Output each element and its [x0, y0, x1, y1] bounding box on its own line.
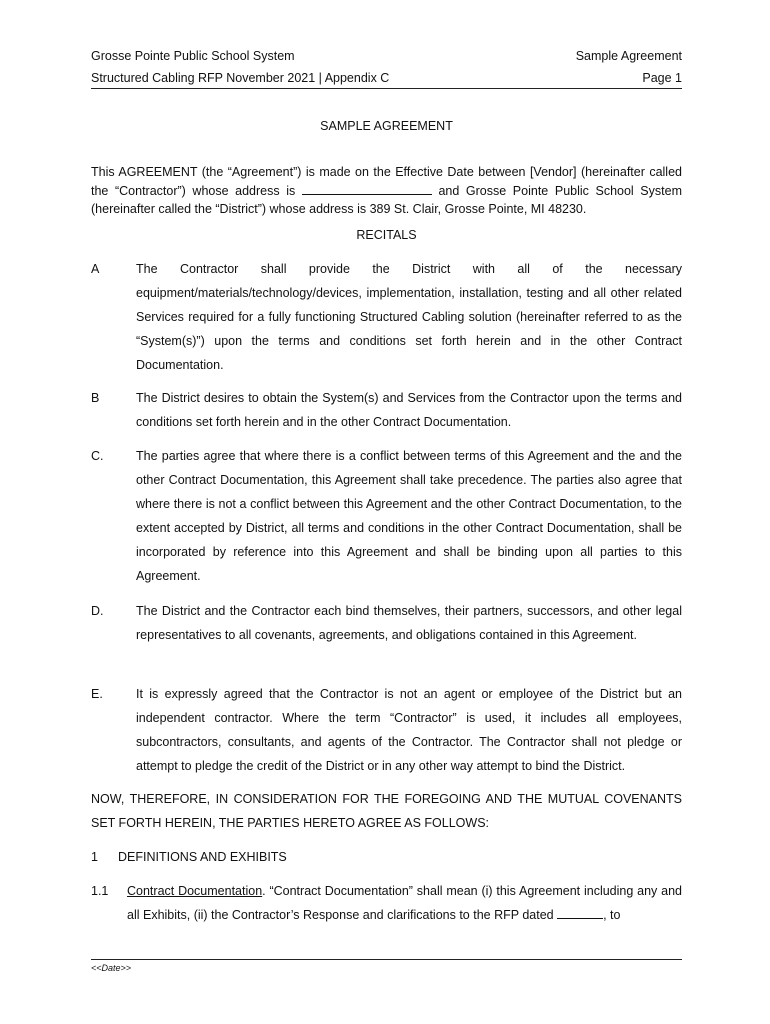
intro-text-part-1: This AGREEMENT (the “Agreement”) is made on the Effective Date between [Vendor] (hereinafter called the “Contractor”) whose address is [91, 165, 682, 198]
header-rfp-line: Structured Cabling RFP November 2021 | Appendix C [91, 71, 390, 85]
header-page-number: Page 1 [642, 71, 682, 85]
clause-defined-term: Contract Documentation [127, 884, 263, 898]
contractor-address-blank [302, 183, 432, 195]
clause-body: . “Contract Documentation” shall mean (i) this Agreement including any and all Exhibits, (ii) the Contractor’s Response and clarifications to the RFP dated [127, 884, 682, 922]
page-header-row-1 [91, 49, 682, 63]
intro-text-part-2: and Grosse Pointe Public School System (hereinafter called the “District”) whose address is 389 St. Clair, Grosse Pointe, MI 48230. [91, 183, 682, 216]
recital-text: The Contractor shall provide the District with all of the necessary equipment/materials/technology/devices, implementation, installation, testing and all other related Services required for a fully functioning Structured Cabling solution (hereinafter referred to as the “System(s)”) upon the terms and conditions set forth herein and in the other Contract Documentation. [136, 262, 682, 372]
recital-text: It is expressly agreed that the Contractor is not an agent or employee of the District but an independent contractor. Where the term “Contractor” is used, it includes all employees, subcontractors, consultants, and agents of the Contractor. The Contractor shall not pledge or attempt to pledge the credit of the District or in any other way attempt to bind the District. [136, 687, 682, 773]
recital-label: C. [91, 449, 104, 463]
recital-d [91, 599, 682, 647]
recital-a [91, 257, 682, 377]
recital-c [91, 444, 682, 588]
footer-date-placeholder: <<Date>> [91, 963, 132, 973]
recital-label: E. [91, 687, 103, 701]
rfp-date-blank [557, 907, 603, 919]
section-1-heading [91, 850, 287, 864]
recital-e [91, 682, 682, 778]
footer-divider [91, 959, 682, 960]
intro-paragraph [91, 163, 682, 219]
header-organization: Grosse Pointe Public School System [91, 49, 295, 63]
section-title: DEFINITIONS AND EXHIBITS [118, 850, 287, 864]
now-therefore-paragraph: NOW, THEREFORE, IN CONSIDERATION FOR THE FOREGOING AND THE MUTUAL COVENANTS SET FORTH HEREIN, THE PARTIES HERETO AGREE AS FOLLOWS: [91, 792, 682, 830]
recital-text: The parties agree that where there is a conflict between terms of this Agreement and the and the other Contract Documentation, this Agreement shall take precedence. The parties also agree that where there is not a conflict between this Agreement and the other Contract Documentation, to the extent accepted by District, all terms and conditions in the other Contract Documentation, shall be incorporated by reference into this Agreement and shall be binding upon all parties to this Agreement. [136, 449, 682, 583]
clause-text [127, 879, 682, 927]
clause-1-1 [91, 879, 682, 927]
recital-text: The District desires to obtain the System(s) and Services from the Contractor upon the terms and conditions set forth herein and in the other Contract Documentation. [136, 391, 682, 429]
recitals-heading: RECITALS [356, 228, 417, 242]
recital-label: A [91, 262, 100, 276]
page-header-row-2 [91, 71, 682, 85]
clause-number: 1.1 [91, 884, 109, 898]
document-title: SAMPLE AGREEMENT [320, 119, 453, 133]
recital-b [91, 386, 682, 434]
clause-tail: , to [603, 908, 621, 922]
recital-label: B [91, 391, 100, 405]
recital-text: The District and the Contractor each bind themselves, their partners, successors, and other legal representatives to all covenants, agreements, and obligations contained in this Agreement. [136, 604, 682, 642]
header-divider [91, 88, 682, 89]
recital-label: D. [91, 604, 104, 618]
header-document-type: Sample Agreement [575, 49, 682, 63]
section-number: 1 [91, 850, 98, 864]
